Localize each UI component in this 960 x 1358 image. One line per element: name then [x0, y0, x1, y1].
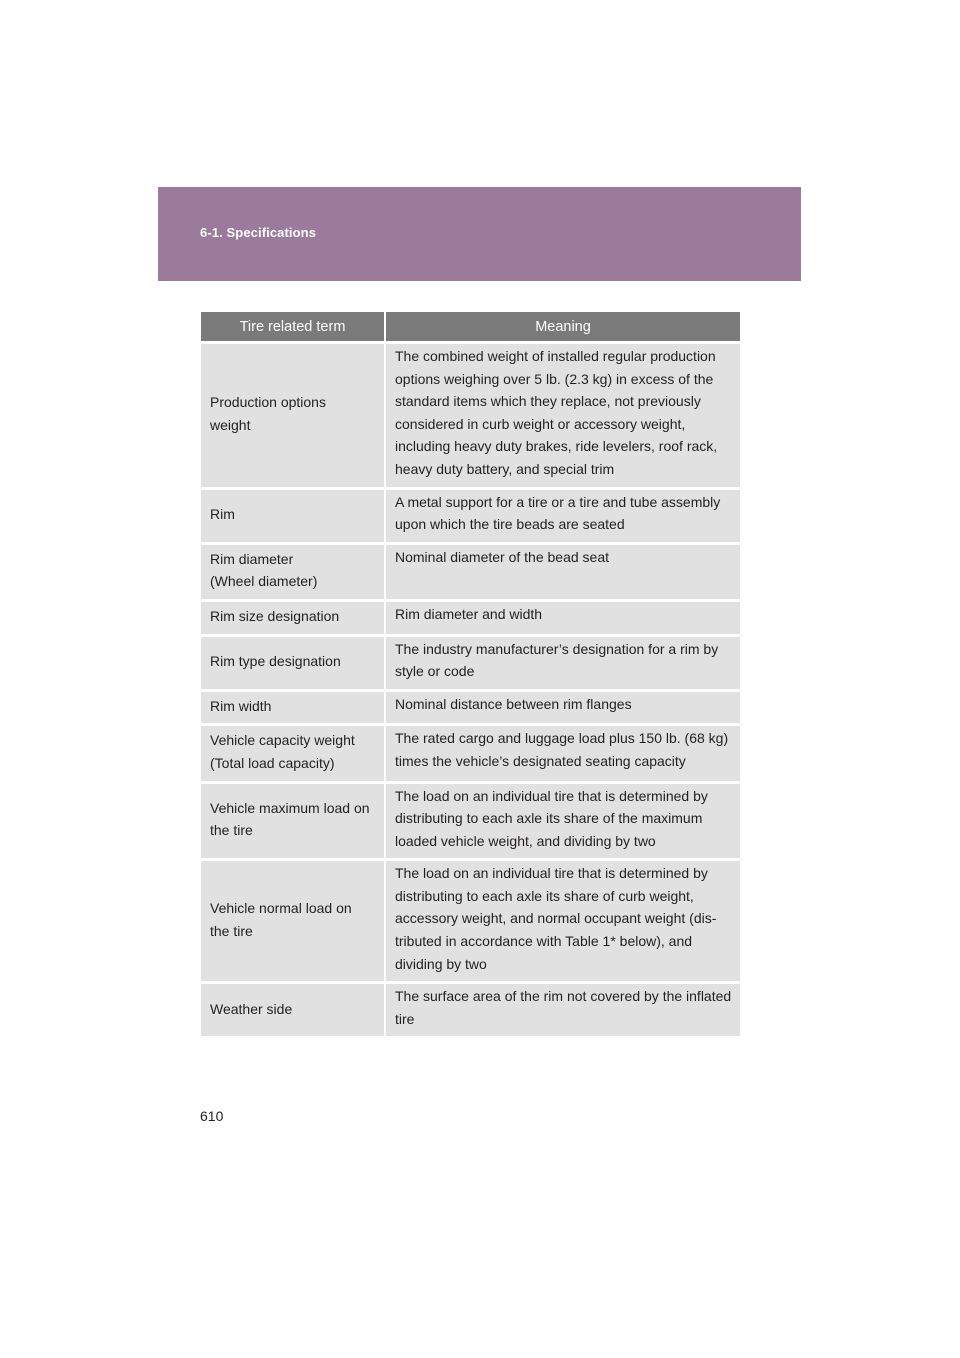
section-title: 6-1. Specifications	[200, 225, 317, 240]
term-cell: Production options weight	[201, 341, 384, 487]
table-row	[201, 542, 740, 599]
meaning-cell: The industry manufacturer’s designation for a rim by style or code	[384, 634, 740, 689]
table-row	[201, 723, 740, 780]
column-header-term: Tire related term	[201, 312, 384, 341]
section-header-band	[158, 187, 801, 281]
table-row	[201, 634, 740, 689]
term-cell: Rim size designation	[201, 599, 384, 634]
table-row	[201, 341, 740, 487]
table-row	[201, 858, 740, 981]
meaning-cell: The load on an individual tire that is determined by distributing to each axle its share of curb weight, accessory weight, and normal occupant weight (dis- tributed in accordance with Table 1* below), and dividing by two	[384, 858, 740, 981]
term-cell: Rim type designation	[201, 634, 384, 689]
meaning-cell: Nominal diameter of the bead seat	[384, 542, 740, 599]
term-cell: Rim diameter (Wheel diameter)	[201, 542, 384, 599]
table-row	[201, 599, 740, 634]
term-cell: Weather side	[201, 981, 384, 1036]
term-cell: Vehicle maximum load on the tire	[201, 781, 384, 859]
meaning-cell: A metal support for a tire or a tire and tube assembly upon which the tire beads are seated	[384, 487, 740, 542]
meaning-cell: The rated cargo and luggage load plus 150 lb. (68 kg) times the vehicle’s designated seating capacity	[384, 723, 740, 780]
column-header-meaning: Meaning	[384, 312, 740, 341]
term-cell: Vehicle normal load on the tire	[201, 858, 384, 981]
meaning-cell: The load on an individual tire that is determined by distributing to each axle its share of the maximum loaded vehicle weight, and dividing by two	[384, 781, 740, 859]
meaning-cell: The surface area of the rim not covered by the inflated tire	[384, 981, 740, 1036]
table-row	[201, 487, 740, 542]
term-cell: Rim width	[201, 689, 384, 724]
meaning-cell: Nominal distance between rim flanges	[384, 689, 740, 724]
table-row	[201, 689, 740, 724]
table-body	[201, 341, 740, 1036]
table-row	[201, 781, 740, 859]
page-number: 610	[200, 1108, 224, 1124]
table-header-row	[201, 312, 740, 341]
table-row	[201, 981, 740, 1036]
meaning-cell: The combined weight of installed regular production options weighing over 5 lb. (2.3 kg) in excess of the standard items which they replace, not previously considered in curb weight or accessory weight, including heavy duty brakes, ride levelers, roof rack, heavy duty battery, and special trim	[384, 341, 740, 487]
tire-terms-table	[201, 312, 740, 1036]
term-cell: Vehicle capacity weight (Total load capacity)	[201, 723, 384, 780]
term-cell: Rim	[201, 487, 384, 542]
meaning-cell: Rim diameter and width	[384, 599, 740, 634]
